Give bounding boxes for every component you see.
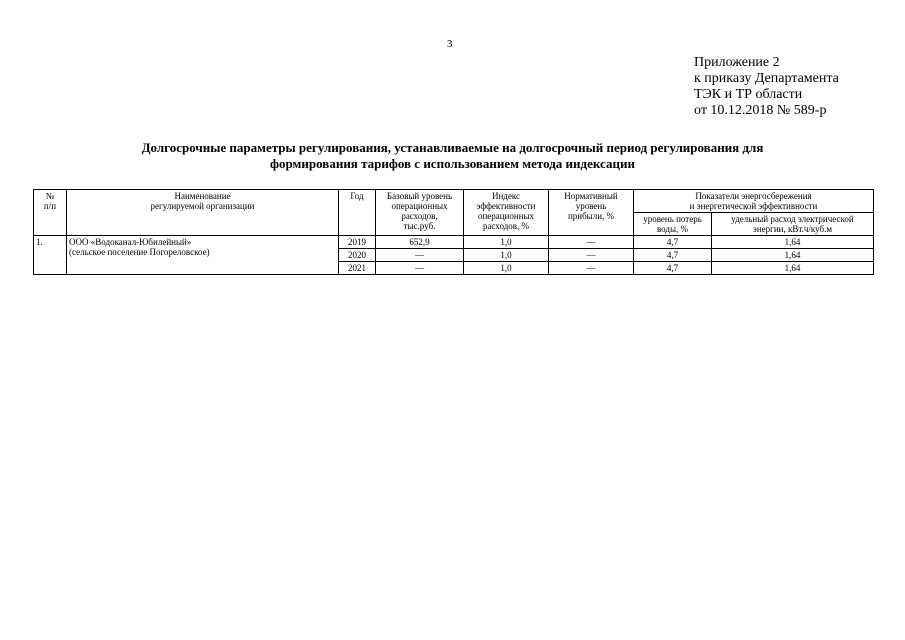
header-text: уровень потерь bbox=[643, 214, 702, 224]
appendix-reference bbox=[694, 55, 839, 119]
profit-level-cell: — bbox=[549, 262, 634, 275]
header-text: воды, % bbox=[656, 224, 689, 234]
organization-cell bbox=[67, 236, 339, 275]
header-base-level bbox=[376, 190, 464, 236]
header-text: удельный расход электрической bbox=[731, 214, 854, 224]
header-text: уровень bbox=[575, 201, 607, 211]
water-loss-cell: 4,7 bbox=[634, 262, 712, 275]
header-number bbox=[34, 190, 67, 236]
header-text: регулируемой организации bbox=[150, 201, 255, 211]
table-row bbox=[34, 236, 874, 249]
header-text: Год bbox=[350, 191, 364, 201]
appendix-line: к приказу Департамента bbox=[694, 71, 839, 86]
header-organization bbox=[67, 190, 339, 236]
header-text: прибыли, % bbox=[567, 211, 615, 221]
header-efficiency-index bbox=[464, 190, 549, 236]
header-energy-indicators bbox=[634, 190, 874, 213]
base-level-cell: — bbox=[376, 262, 464, 275]
water-loss-cell: 4,7 bbox=[634, 249, 712, 262]
year-cell: 2020 bbox=[339, 249, 376, 262]
water-loss-cell: 4,7 bbox=[634, 236, 712, 249]
header-specific-consumption bbox=[712, 213, 874, 236]
header-year bbox=[339, 190, 376, 236]
profit-level-cell: — bbox=[549, 236, 634, 249]
appendix-line: от 10.12.2018 № 589-р bbox=[694, 103, 827, 118]
header-text: операционных bbox=[477, 211, 535, 221]
header-text: и энергетической эффективности bbox=[689, 201, 818, 211]
specific-consumption-cell: 1,64 bbox=[712, 236, 874, 249]
organization-settlement: (сельское поселение Погореловское) bbox=[69, 247, 210, 257]
base-level-cell: 652,9 bbox=[376, 236, 464, 249]
header-text: Нормативный bbox=[564, 191, 618, 201]
header-text: п/п bbox=[43, 201, 57, 211]
header-text: № bbox=[45, 191, 55, 201]
profit-level-cell: — bbox=[549, 249, 634, 262]
header-row bbox=[34, 190, 874, 213]
page-number: 3 bbox=[447, 38, 453, 50]
organization-name: ООО «Водоканал-Юбилейный» bbox=[69, 237, 192, 247]
header-profit-level bbox=[549, 190, 634, 236]
appendix-line: ТЭК и ТР области bbox=[694, 87, 803, 102]
header-text: расходов, % bbox=[482, 221, 530, 231]
header-text: Наименование bbox=[174, 191, 231, 201]
specific-consumption-cell: 1,64 bbox=[712, 249, 874, 262]
header-text: тыс.руб. bbox=[403, 221, 436, 231]
regulation-parameters-table bbox=[33, 189, 874, 275]
header-text: энергии, кВт.ч/куб.м bbox=[752, 224, 833, 234]
year-cell: 2021 bbox=[339, 262, 376, 275]
header-water-loss bbox=[634, 213, 712, 236]
header-text: расходов, bbox=[401, 211, 438, 221]
header-text: эффективности bbox=[476, 201, 536, 211]
efficiency-index-cell: 1,0 bbox=[464, 236, 549, 249]
title-line: формирования тарифов с использованием метода индексации bbox=[270, 156, 635, 171]
efficiency-index-cell: 1,0 bbox=[464, 262, 549, 275]
header-text: Базовый уровень bbox=[386, 191, 453, 201]
header-text: Показатели энергосбережения bbox=[695, 191, 812, 201]
title-line: Долгосрочные параметры регулирования, устанавливаемые на долгосрочный период регулирования для bbox=[141, 140, 764, 155]
document-title bbox=[60, 140, 845, 172]
header-text: операционных bbox=[391, 201, 448, 211]
year-cell: 2019 bbox=[339, 236, 376, 249]
base-level-cell: — bbox=[376, 249, 464, 262]
appendix-line: Приложение 2 bbox=[694, 55, 780, 70]
header-text: Индекс bbox=[491, 191, 521, 201]
row-number-cell: 1. bbox=[34, 236, 67, 275]
specific-consumption-cell: 1,64 bbox=[712, 262, 874, 275]
efficiency-index-cell: 1,0 bbox=[464, 249, 549, 262]
